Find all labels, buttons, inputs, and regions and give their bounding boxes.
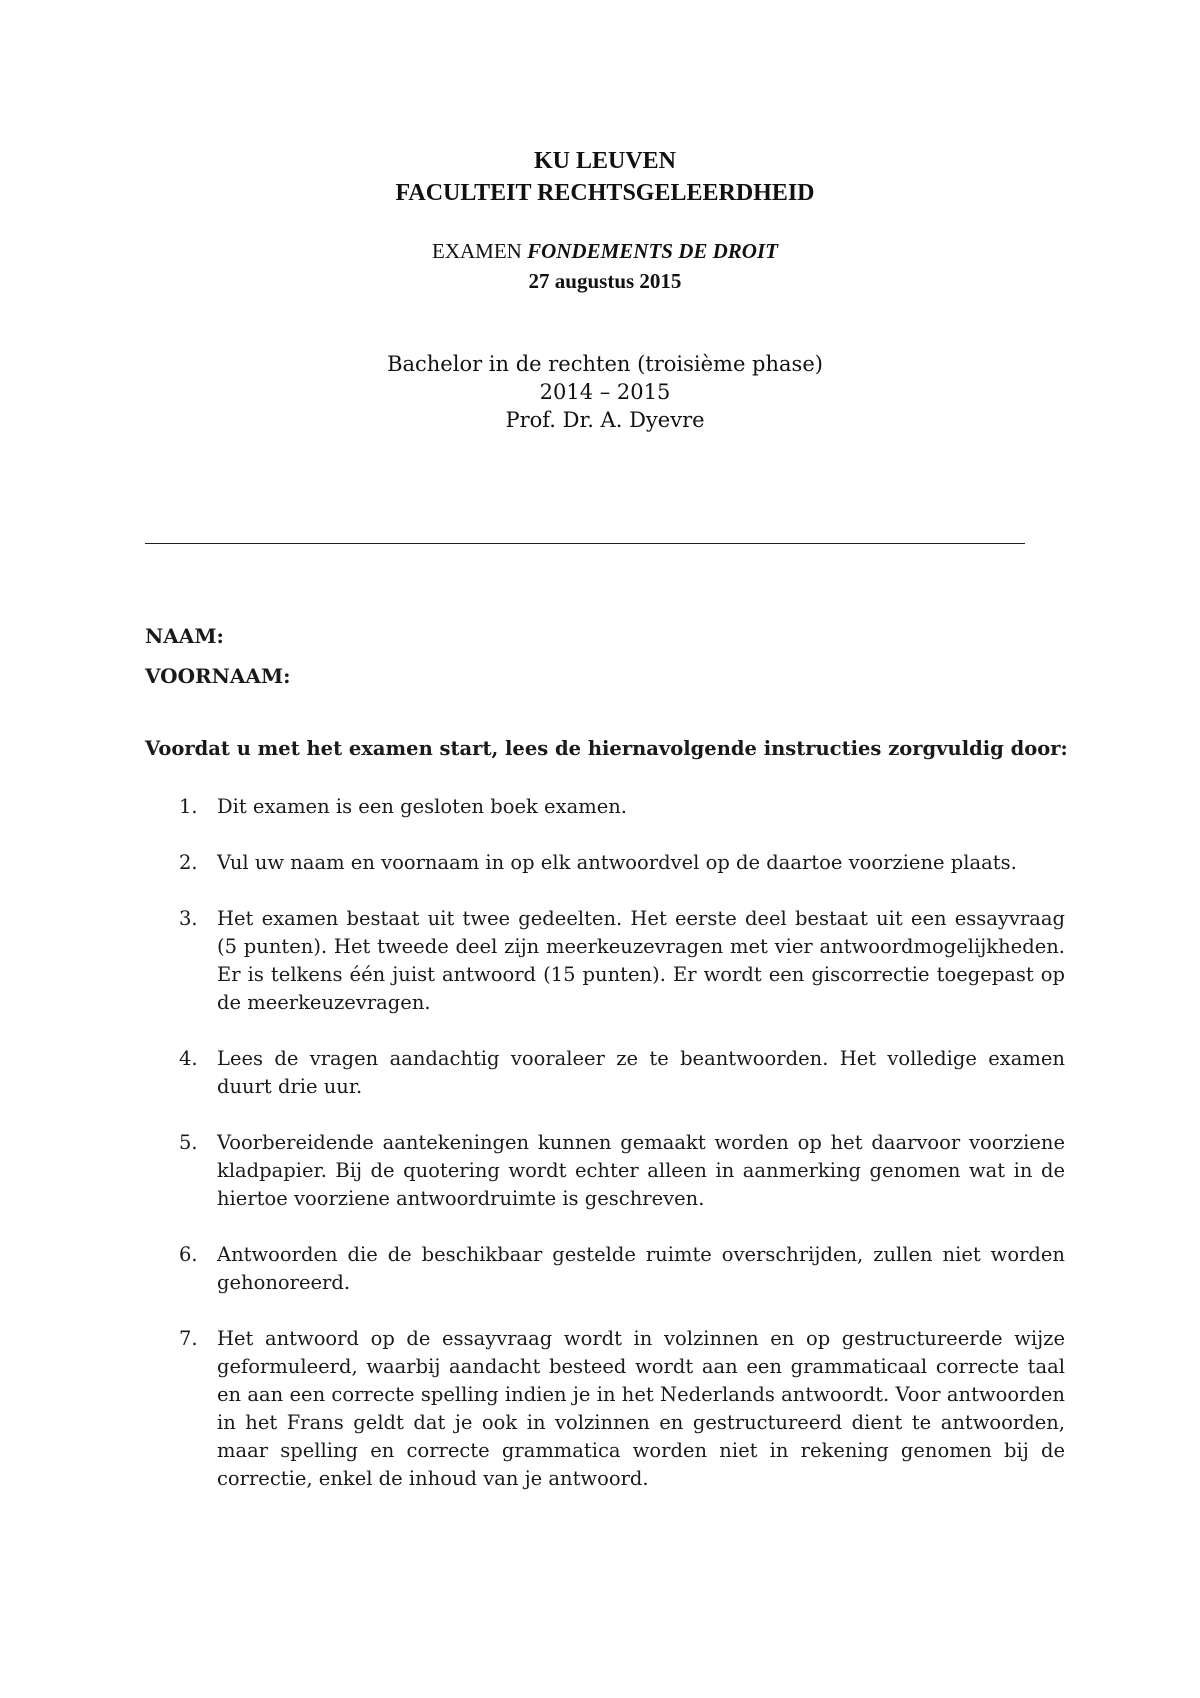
instruction-item: [145, 849, 1065, 877]
faculty-name: FACULTEIT RECHTSGELEERDHEID: [395, 180, 815, 206]
exam-title: [0, 236, 1200, 266]
academic-year: 2014 – 2015: [539, 380, 671, 404]
professor-name: Prof. Dr. A. Dyevre: [505, 408, 705, 432]
student-fields: [145, 616, 290, 696]
instruction-text: Lees de vragen aandachtig vooraleer ze te beantwoorden. Het volledige examen duurt drie uur.: [217, 1047, 1065, 1098]
instruction-text: Voorbereidende aantekeningen kunnen gemaakt worden op het daarvoor voorziene kladpapier. Bij de quotering wordt echter alleen in aanmerking genomen wat in de hiertoe voorziene antwoordruimte is geschreven.: [217, 1131, 1065, 1210]
instruction-item: [145, 905, 1065, 1017]
exam-date: 27 augustus 2015: [528, 269, 682, 293]
instruction-item: [145, 1325, 1065, 1493]
instruction-item: [145, 1241, 1065, 1297]
institution-block: [0, 145, 1200, 209]
instruction-item: [145, 1129, 1065, 1213]
instruction-text: Het antwoord op de essayvraag wordt in volzinnen en op gestructureerde wijze geformuleerd, waarbij aandacht besteed wordt aan een grammaticaal correcte taal en aan een correcte spelling indien je in het Nederlands antwoordt. Voor antwoorden in het Frans geldt dat je ook in volzinnen en gestructureerd dient te antwoorden, maar spelling en correcte grammatica worden niet in rekening genomen bij de correctie, enkel de inhoud van je antwoord.: [217, 1327, 1065, 1490]
instruction-number: 5.: [179, 1131, 198, 1154]
instruction-item: [145, 793, 1065, 821]
exam-meta-block: [0, 350, 1200, 434]
exam-prefix: EXAMEN: [432, 239, 522, 263]
instruction-item: [145, 1045, 1065, 1101]
instruction-text: Het examen bestaat uit twee gedeelten. Het eerste deel bestaat uit een essayvraag (5 punten). Het tweede deel zijn meerkeuzevragen met vier antwoordmogelijkheden. Er is telkens één juist antwoord (15 punten). Er wordt een giscorrectie toegepast op de meerkeuzevragen.: [217, 907, 1065, 1014]
course-name: FONDEMENTS DE DROIT: [527, 239, 778, 263]
name-label: NAAM:: [145, 624, 224, 648]
instruction-number: 3.: [179, 907, 198, 930]
instruction-number: 7.: [179, 1327, 198, 1350]
instruction-number: 6.: [179, 1243, 198, 1266]
instruction-number: 2.: [179, 851, 198, 874]
instruction-text: Dit examen is een gesloten boek examen.: [217, 795, 628, 818]
exam-title-block: [0, 236, 1200, 296]
institution-name: KU LEUVEN: [533, 148, 677, 174]
instruction-number: 4.: [179, 1047, 198, 1070]
program-name: Bachelor in de rechten (troisième phase): [387, 352, 823, 376]
first-name-label: VOORNAAM:: [145, 664, 291, 688]
horizontal-divider: [145, 543, 1025, 544]
instructions-intro: Voordat u met het examen start, lees de hiernavolgende instructies zorgvuldig door:: [145, 737, 1068, 760]
instruction-number: 1.: [179, 795, 198, 818]
instructions-list: [145, 793, 1065, 1521]
instruction-text: Vul uw naam en voornaam in op elk antwoordvel op de daartoe voorziene plaats.: [217, 851, 1017, 874]
instruction-text: Antwoorden die de beschikbaar gestelde ruimte overschrijden, zullen niet worden gehonoreerd.: [217, 1243, 1065, 1294]
